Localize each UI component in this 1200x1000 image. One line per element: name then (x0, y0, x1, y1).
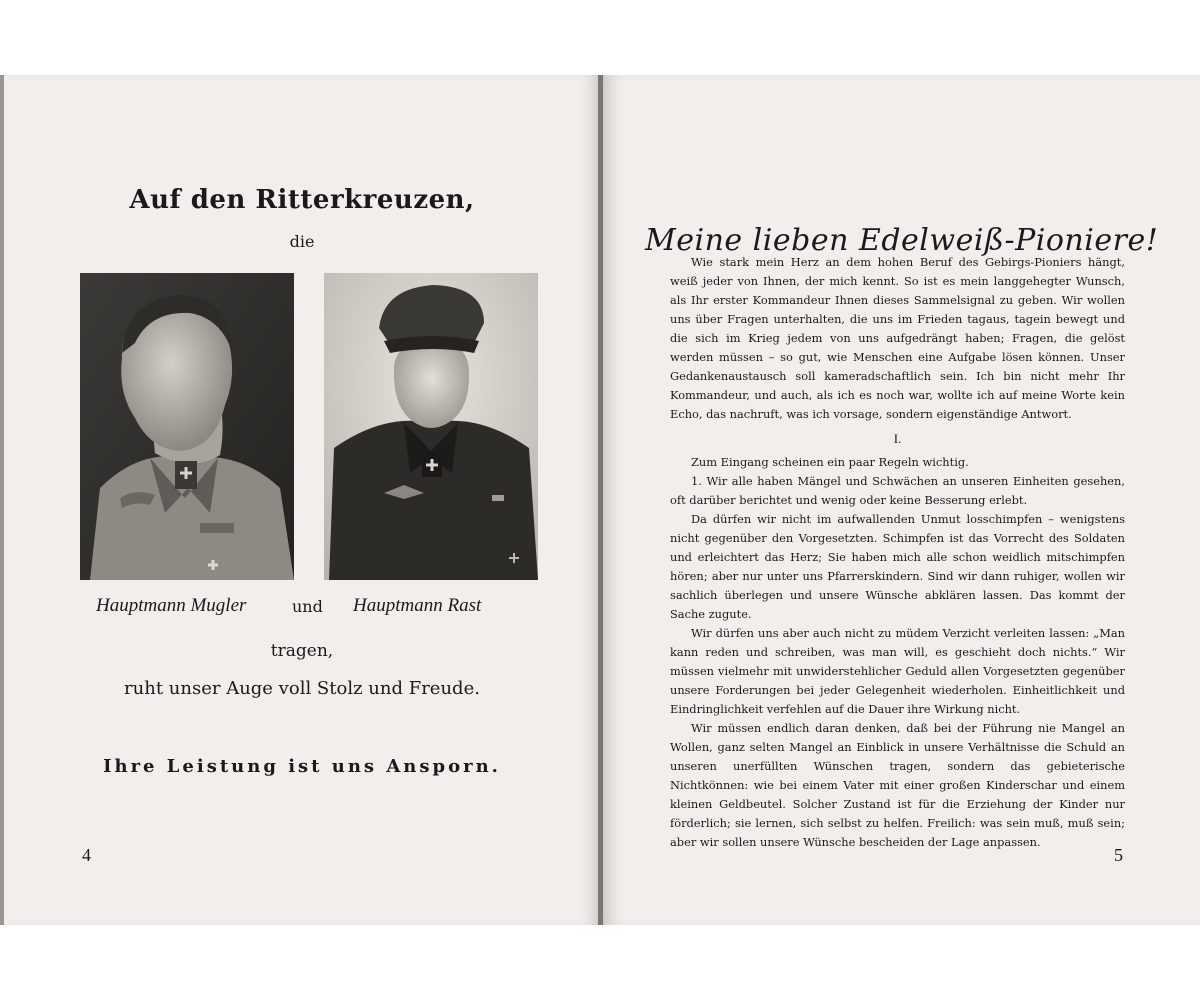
right-page-heading: Meine lieben Edelweiß-Pioniere! (645, 223, 1159, 258)
left-page (4, 75, 600, 925)
caption-mugler: Hauptmann Mugler (96, 595, 247, 616)
portrait-photo-rast (324, 273, 538, 580)
right-page (603, 75, 1200, 925)
left-page-line-tragen: tragen, (270, 641, 334, 661)
book-spread (0, 75, 1200, 925)
section-number: I. (893, 431, 902, 446)
page-number-right: 5 (1114, 845, 1123, 865)
body-paragraph: Wir dürfen uns aber auch nicht zu müdem Verzicht verleiten lassen: „Man kann reden und schreiben, was man will, es geschieht doch nichts.“ Wir müssen vielmehr mit unwiderstehlicher Geduld allen Vorgesetzten gegenüber unsere Forderungen bei jeder Gelegenheit wiederholen. Einheitlichkeit und Eindringlichkeit verfehlen auf die Dauer ihre Wirkung nicht. (670, 626, 1125, 716)
body-paragraph: Wir müssen endlich daran denken, daß bei der Führung nie Mangel an Wollen, ganz selten Mangel an Einblick in unsere Verhältnisse die Schuld an unseren unerfüllten Wünschen tragen, sondern das gebieterische Nichtkönnen: wie bei einem Vater mit einer großen Kinderschar und einem kleinen Geldbeutel. Solcher Zustand ist für die Erziehung der Kinder nur förderlich; sie lernen, sich selbst zu helfen. Freilich: was sein muß, muß sein; aber wir sollen unsere Wünsche bescheiden der Lage anpassen. (670, 721, 1125, 849)
left-page-subtitle: die (289, 232, 315, 251)
caption-joiner: und (292, 597, 323, 616)
right-page-body (670, 253, 1125, 852)
portrait-photo-mugler (80, 273, 294, 580)
left-page-line-leistung: Ihre Leistung ist uns Ansporn. (103, 756, 501, 777)
caption-rast: Hauptmann Rast (353, 595, 482, 616)
body-paragraph: Wie stark mein Herz an dem hohen Beruf des Gebirgs-Pioniers hängt, weiß jeder von Ihnen, der mich kennt. So ist es mein langgehegter Wunsch, als Ihr erster Kommandeur Ihnen dieses Sammelsignal zu geben. Wir wollen uns über Fragen unterhalten, die uns im Frieden tagaus, tagein bewegt und die sich im Krieg jedem von uns aufgedrängt haben; Fragen, die gelöst werden müssen – so gut, wie Menschen eine Aufgabe lösen können. Unser Gedankenaustausch soll kameradschaftlich sein. Ich bin nicht mehr Ihr Kommandeur, und auch, als ich es noch war, wollte ich auf meine Worte kein Echo, das nachruft, was ich vorsage, sondern eigenständige Antwort. (670, 255, 1125, 421)
body-paragraph: 1. Wir alle haben Mängel und Schwächen an unseren Einheiten gesehen, oft darüber berichtet und wenig oder keine Besserung erlebt. (670, 474, 1125, 507)
left-page-title: Auf den Ritterkreuzen, (129, 185, 475, 215)
body-paragraph: Da dürfen wir nicht im aufwallenden Unmut losschimpfen – wenigstens nicht gegenüber den Vorgesetzten. Schimpfen ist das Vorrecht des Soldaten und erleichtert das Herz; Sie haben mich alle schon weidlich mitschimpfen hören; aber nur unter uns Pfarrerskindern. Sind wir dann ruhiger, wollen wir sachlich überlegen und unsere Wünsche abklären lassen. Das kommt der Sache zugute. (670, 512, 1125, 621)
page-number-left: 4 (82, 845, 91, 865)
left-page-line-ruht: ruht unser Auge voll Stolz und Freude. (124, 678, 480, 699)
body-paragraph: Zum Eingang scheinen ein paar Regeln wichtig. (691, 455, 969, 469)
